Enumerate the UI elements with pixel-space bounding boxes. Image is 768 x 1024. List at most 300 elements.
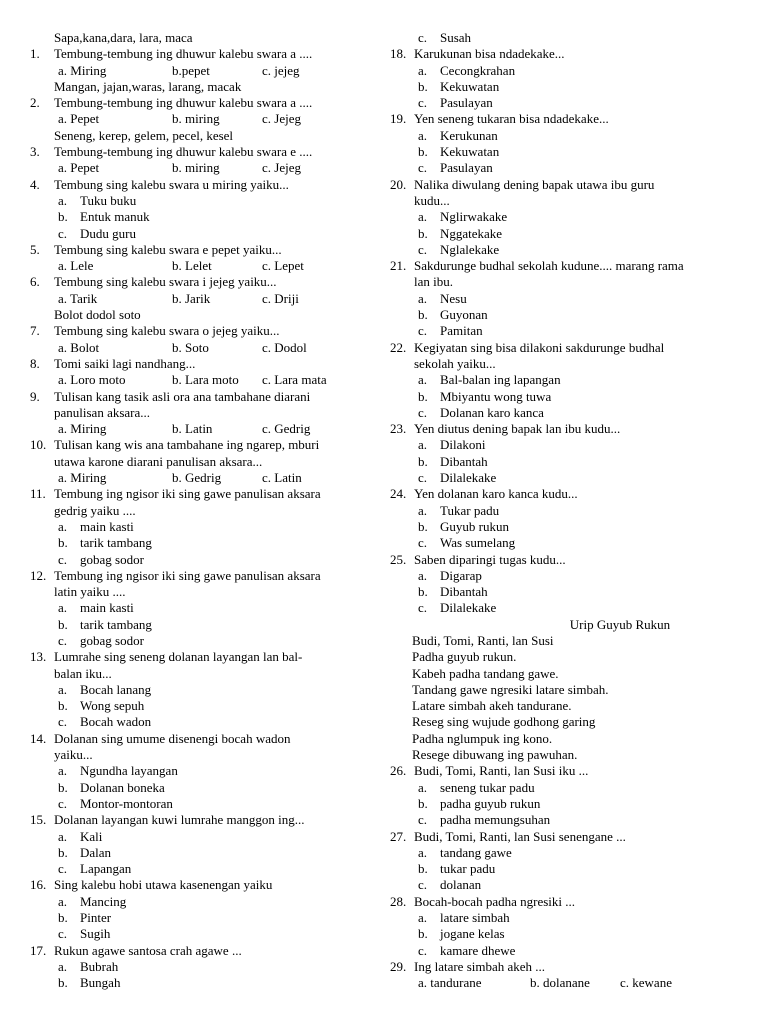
answer-option [390, 144, 750, 160]
question-text: Yen dolanan karo kanca kudu... [414, 486, 578, 502]
word-list-text: Sapa,kana,dara, lara, maca [54, 30, 193, 45]
option-text: Pasulayan [440, 160, 493, 176]
option-letter: b. [418, 225, 428, 241]
option-letter: b. [418, 453, 428, 469]
option-text: Dilakoni [440, 437, 486, 453]
question-continuation [390, 356, 750, 372]
option-letter: b. [418, 388, 428, 404]
option-b: b. Soto [172, 339, 209, 355]
option-text: kamare dhewe [440, 942, 516, 958]
question-line [390, 763, 750, 779]
question-continuation [30, 747, 375, 763]
option-letter: a. [418, 209, 428, 225]
answer-option [30, 829, 375, 845]
option-letter: b. [418, 584, 428, 600]
reading-line [390, 698, 750, 714]
answer-option [390, 845, 750, 861]
option-letter: b. [58, 910, 68, 926]
option-text: Pamitan [440, 323, 483, 339]
option-text: Lapangan [80, 861, 132, 877]
answer-option [390, 242, 750, 258]
inline-options [30, 160, 375, 176]
option-b: b.pepet [172, 62, 210, 78]
option-letter: a. [418, 502, 428, 518]
answer-option [30, 698, 375, 714]
inline-options [30, 258, 375, 274]
answer-option [390, 209, 750, 225]
answer-option [390, 943, 750, 959]
question-text: Budi, Tomi, Ranti, lan Susi senengane ... [414, 828, 626, 844]
option-b: b. Lara moto [172, 372, 239, 388]
option-text: Mbiyantu wong tuwa [440, 388, 552, 404]
answer-option [390, 323, 750, 339]
answer-option [390, 926, 750, 942]
answer-option [390, 160, 750, 176]
option-letter: a. [418, 844, 428, 860]
option-text: Wong sepuh [80, 698, 145, 714]
reading-line [390, 666, 750, 682]
answer-option [30, 209, 375, 225]
question-number: 3. [30, 144, 40, 160]
option-text: Kekuwatan [440, 78, 500, 94]
option-letter: a. [58, 893, 68, 909]
question-line [30, 242, 375, 258]
option-text: dolanan [440, 877, 482, 893]
option-text: Pasulayan [440, 95, 493, 111]
question-text: utawa karone diarani panulisan aksara... [54, 453, 263, 469]
question-text: Tembung sing kalebu swara i jejeg yaiku... [54, 274, 277, 290]
question-text: balan iku... [54, 665, 112, 681]
option-a: a. Miring [58, 421, 107, 437]
option-text: Nglirwakake [440, 209, 508, 225]
option-letter: c. [418, 323, 428, 339]
option-text: Nggatekake [440, 225, 503, 241]
option-c: c. Jejeg [262, 111, 301, 127]
question-continuation [390, 193, 750, 209]
question-line [390, 111, 750, 127]
answer-option [390, 796, 750, 812]
reading-line [390, 747, 750, 763]
option-c: c. Jejeg [262, 160, 301, 176]
question-number: 2. [30, 95, 40, 111]
answer-option [390, 307, 750, 323]
option-letter: b. [58, 698, 68, 714]
question-line [30, 486, 375, 502]
option-letter: c. [58, 551, 68, 567]
answer-option [390, 405, 750, 421]
option-text: Dibantah [440, 584, 488, 600]
question-number: 7. [30, 323, 40, 339]
option-letter: a. [418, 127, 428, 143]
question-text: Kegiyatan sing bisa dilakoni sakdurunge budhal [414, 339, 665, 355]
answer-option [390, 812, 750, 828]
question-line [30, 274, 375, 290]
option-letter: c. [58, 632, 68, 648]
inline-options [30, 372, 375, 388]
question-line [390, 959, 750, 975]
word-list-text: Bolot dodol soto [54, 307, 141, 323]
answer-option [390, 291, 750, 307]
option-text: tandang gawe [440, 844, 512, 860]
option-text: tarik tambang [80, 535, 152, 551]
question-line [30, 356, 375, 372]
question-line [30, 323, 375, 339]
option-text: main kasti [80, 518, 134, 534]
question-text: Lumrahe sing seneng dolanan layangan lan bal- [54, 649, 303, 665]
reading-line [390, 633, 750, 649]
option-letter: c. [58, 714, 68, 730]
option-letter: b. [58, 779, 68, 795]
inline-options [30, 340, 375, 356]
option-letter: c. [418, 942, 428, 958]
answer-option [390, 584, 750, 600]
question-line [30, 812, 375, 828]
question-line [390, 46, 750, 62]
answer-option [30, 910, 375, 926]
word-list [30, 30, 375, 46]
question-text: sekolah yaiku... [414, 355, 496, 371]
question-text: Sakdurunge budhal sekolah kudune.... marang rama [414, 258, 684, 274]
question-text: Tulisan kang wis ana tambahane ing ngarep, mburi [54, 437, 320, 453]
question-number: 1. [30, 46, 40, 62]
option-b: b. dolanane [530, 975, 590, 991]
option-c: c. Dodol [262, 339, 307, 355]
option-text: Pinter [80, 910, 112, 926]
question-text: Budi, Tomi, Ranti, lan Susi iku ... [414, 763, 589, 779]
question-text: Dolanan layangan kuwi lumrahe manggon ing... [54, 812, 305, 828]
question-text: Ing latare simbah akeh ... [414, 958, 546, 974]
option-letter: a. [58, 828, 68, 844]
question-number: 15. [30, 812, 47, 828]
option-text: Was sumelang [440, 535, 516, 551]
answer-option [390, 519, 750, 535]
question-number: 22. [390, 339, 407, 355]
option-letter: b. [418, 861, 428, 877]
question-number: 24. [390, 486, 407, 502]
question-number: 20. [390, 176, 407, 192]
option-letter: a. [58, 518, 68, 534]
option-text: Nesu [440, 290, 467, 306]
option-text: Dibantah [440, 453, 488, 469]
option-text: Cecongkrahan [440, 62, 516, 78]
question-number: 28. [390, 893, 407, 909]
question-continuation [30, 405, 375, 421]
option-letter: b. [418, 795, 428, 811]
option-text: tarik tambang [80, 616, 152, 632]
question-number: 21. [390, 258, 407, 274]
question-number: 18. [390, 46, 407, 62]
question-continuation [30, 584, 375, 600]
option-a: a. Miring [58, 470, 107, 486]
question-line [30, 95, 375, 111]
reading-line-text: Reseg sing wujude godhong garing [412, 714, 596, 730]
answer-option [30, 796, 375, 812]
option-text: Bocah wadon [80, 714, 152, 730]
answer-option [390, 128, 750, 144]
inline-options [30, 421, 375, 437]
option-c: c. Latin [262, 470, 302, 486]
question-text: Tembung-tembung ing dhuwur kalebu swara a .... [54, 46, 313, 62]
inline-options [30, 63, 375, 79]
question-text: Tulisan kang tasik asli ora ana tambahane diarani [54, 388, 311, 404]
option-letter: c. [418, 241, 428, 257]
option-text: Bocah lanang [80, 681, 152, 697]
left-column [30, 30, 375, 992]
option-text: Tuku buku [80, 192, 137, 208]
answer-option [30, 845, 375, 861]
option-letter: c. [418, 470, 428, 486]
option-text: seneng tukar padu [440, 779, 535, 795]
option-letter: a. [418, 567, 428, 583]
answer-option [390, 437, 750, 453]
question-text: Tembung sing kalebu swara o jejeg yaiku... [54, 323, 280, 339]
question-text: kudu... [414, 192, 450, 208]
option-text: gobag sodor [80, 551, 144, 567]
question-line [390, 894, 750, 910]
question-text: Dolanan sing umume disenengi bocah wadon [54, 730, 291, 746]
question-text: Saben diparingi tugas kudu... [414, 551, 566, 567]
question-line [390, 421, 750, 437]
option-text: main kasti [80, 600, 134, 616]
reading-line-text: Padha nglumpuk ing kono. [412, 730, 553, 746]
option-text: jogane kelas [440, 926, 505, 942]
question-number: 14. [30, 730, 47, 746]
option-b: b. Gedrig [172, 470, 222, 486]
option-b: b. miring [172, 160, 220, 176]
option-c: c. Lepet [262, 258, 304, 274]
word-list [30, 128, 375, 144]
question-number: 17. [30, 942, 47, 958]
option-letter: a. [418, 437, 428, 453]
option-text: Dalan [80, 844, 112, 860]
question-number: 23. [390, 421, 407, 437]
answer-option [30, 780, 375, 796]
inline-options [30, 470, 375, 486]
option-a: a. Pepet [58, 111, 100, 127]
question-text: panulisan aksara... [54, 404, 151, 420]
question-text: Karukunan bisa ndadekake... [414, 46, 565, 62]
option-text: Kekuwatan [440, 144, 500, 160]
option-letter: c. [418, 600, 428, 616]
option-letter: c. [58, 225, 68, 241]
option-c: c. Lara mata [262, 372, 327, 388]
option-a: a. Miring [58, 62, 107, 78]
reading-line [390, 649, 750, 665]
option-text: latare simbah [440, 910, 510, 926]
option-text: Bungah [80, 975, 121, 991]
option-text: Kali [80, 828, 103, 844]
option-letter: a. [418, 62, 428, 78]
reading-title [390, 617, 750, 633]
question-number: 16. [30, 877, 47, 893]
question-line [30, 731, 375, 747]
option-a: a. Loro moto [58, 372, 126, 388]
answer-option [30, 633, 375, 649]
answer-option [30, 959, 375, 975]
answer-option [30, 600, 375, 616]
answer-option [390, 877, 750, 893]
word-list [30, 307, 375, 323]
option-letter: a. [418, 290, 428, 306]
option-b: b. Latin [172, 421, 213, 437]
question-text: Tembung sing kalebu swara u miring yaiku... [54, 176, 289, 192]
answer-option [30, 894, 375, 910]
option-text: Dilalekake [440, 470, 497, 486]
reading-line [390, 714, 750, 730]
question-text: Yen diutus dening bapak lan ibu kudu... [414, 421, 621, 437]
question-text: Rukun agawe santosa crah agawe ... [54, 942, 242, 958]
question-number: 12. [30, 567, 47, 583]
answer-option [30, 763, 375, 779]
question-text: Tembung ing ngisor iki sing gawe panulisan aksara [54, 486, 321, 502]
question-line [30, 568, 375, 584]
option-text: Nglalekake [440, 241, 500, 257]
option-text: Dudu guru [80, 225, 136, 241]
question-number: 8. [30, 355, 40, 371]
question-text: Nalika diwulang dening bapak utawa ibu guru [414, 176, 655, 192]
option-letter: b. [58, 616, 68, 632]
option-letter: b. [418, 518, 428, 534]
answer-option [30, 714, 375, 730]
option-text: Susah [440, 30, 472, 45]
question-number: 25. [390, 551, 407, 567]
question-line [390, 340, 750, 356]
right-column [390, 30, 750, 992]
option-c: c. Driji [262, 290, 299, 306]
option-a: a. Lele [58, 258, 94, 274]
question-number: 4. [30, 176, 40, 192]
question-text: Bocah-bocah padha ngresiki ... [414, 893, 576, 909]
answer-option [390, 503, 750, 519]
inline-options [30, 111, 375, 127]
question-continuation [30, 454, 375, 470]
question-number: 27. [390, 828, 407, 844]
question-number: 10. [30, 437, 47, 453]
reading-line [390, 731, 750, 747]
option-letter: b. [418, 307, 428, 323]
question-number: 26. [390, 763, 407, 779]
answer-option [390, 372, 750, 388]
option-letter: b. [58, 844, 68, 860]
option-c: c. kewane [620, 975, 672, 991]
question-line [30, 177, 375, 193]
option-letter: b. [418, 144, 428, 160]
option-letter: b. [58, 975, 68, 991]
question-line [30, 437, 375, 453]
option-text: Digarap [440, 567, 482, 583]
option-text: Bal-balan ing lapangan [440, 372, 561, 388]
word-list-text: Mangan, jajan,waras, larang, macak [54, 78, 242, 94]
question-number: 13. [30, 649, 47, 665]
option-text: Sugih [80, 926, 111, 942]
question-text: yaiku... [54, 747, 93, 763]
question-number: 9. [30, 388, 40, 404]
answer-option [390, 470, 750, 486]
option-text: gobag sodor [80, 632, 144, 648]
answer-option [30, 975, 375, 991]
option-letter: a. [58, 192, 68, 208]
answer-option [390, 63, 750, 79]
answer-option [390, 568, 750, 584]
question-number: 6. [30, 274, 40, 290]
question-line [390, 552, 750, 568]
option-letter: a. [58, 958, 68, 974]
question-text: Tembung-tembung ing dhuwur kalebu swara e .... [54, 144, 313, 160]
option-letter: c. [418, 30, 428, 45]
option-letter: c. [418, 812, 428, 828]
word-list [30, 79, 375, 95]
question-number: 19. [390, 111, 407, 127]
option-text: Guyub rukun [440, 518, 509, 534]
option-letter: c. [418, 877, 428, 893]
answer-option [390, 780, 750, 796]
question-text: Tembung-tembung ing dhuwur kalebu swara a .... [54, 95, 313, 111]
reading-line-text: Budi, Tomi, Ranti, lan Susi [412, 632, 554, 648]
answer-option [30, 682, 375, 698]
option-letter: c. [418, 404, 428, 420]
option-text: Bubrah [80, 958, 119, 974]
option-a: a. Tarik [58, 290, 98, 306]
answer-option [30, 552, 375, 568]
option-text: padha memungsuhan [440, 812, 551, 828]
question-text: Sing kalebu hobi utawa kasenengan yaiku [54, 877, 273, 893]
answer-option [390, 389, 750, 405]
option-text: padha guyub rukun [440, 795, 541, 811]
option-letter: c. [418, 95, 428, 111]
option-letter: c. [418, 160, 428, 176]
option-letter: a. [58, 681, 68, 697]
option-a: a. tandurane [418, 975, 482, 991]
option-text: Ngundha layangan [80, 763, 178, 779]
question-line [30, 877, 375, 893]
question-line [30, 649, 375, 665]
answer-option [30, 193, 375, 209]
option-letter: b. [58, 535, 68, 551]
question-continuation [30, 503, 375, 519]
option-c: c. jejeg [262, 62, 300, 78]
reading-title-text: Urip Guyub Rukun [569, 616, 671, 632]
option-text: Tukar padu [440, 502, 500, 518]
question-text: lan ibu. [414, 274, 453, 290]
inline-options [30, 291, 375, 307]
answer-option [390, 454, 750, 470]
option-c: c. Gedrig [262, 421, 311, 437]
question-line [390, 829, 750, 845]
option-letter: a. [418, 910, 428, 926]
answer-option [390, 226, 750, 242]
option-letter: c. [58, 795, 68, 811]
question-text: Tembung ing ngisor iki sing gawe panulisan aksara [54, 567, 321, 583]
word-list-text: Seneng, kerep, gelem, pecel, kesel [54, 127, 234, 143]
option-letter: c. [58, 926, 68, 942]
question-number: 29. [390, 958, 407, 974]
option-text: Dolanan karo kanca [440, 404, 544, 420]
question-line [30, 46, 375, 62]
option-letter: b. [418, 78, 428, 94]
reading-line-text: Latare simbah akeh tandurane. [412, 698, 572, 714]
reading-line [390, 682, 750, 698]
option-text: Entuk manuk [80, 209, 150, 225]
option-letter: b. [58, 209, 68, 225]
question-line [30, 389, 375, 405]
answer-option [390, 861, 750, 877]
option-b: b. miring [172, 111, 220, 127]
answer-option [30, 861, 375, 877]
answer-option [390, 910, 750, 926]
option-letter: a. [418, 372, 428, 388]
answer-option [390, 535, 750, 551]
answer-option [30, 535, 375, 551]
